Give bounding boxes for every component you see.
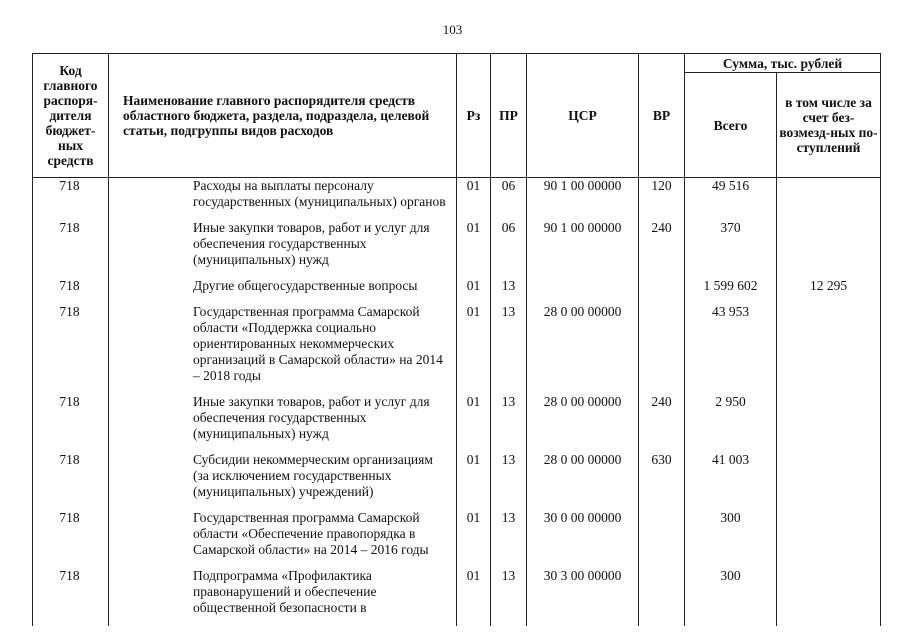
cell-vr — [639, 278, 685, 304]
table-row — [33, 394, 881, 452]
cell-name: Подпрограмма «Профилактика правонарушений и обеспечение общественной безопасности в — [109, 568, 457, 626]
budget-table — [32, 53, 881, 626]
header-vr: ВР — [639, 54, 685, 178]
cell-total: 2 950 — [685, 394, 777, 452]
table-body — [33, 178, 881, 627]
cell-name: Субсидии некоммерческим организациям (за исключением государственных (муниципальных) учреждений) — [109, 452, 457, 510]
cell-rz: 01 — [457, 220, 491, 278]
cell-pr: 13 — [491, 452, 527, 510]
cell-rz: 01 — [457, 568, 491, 626]
cell-code: 718 — [33, 510, 109, 568]
table-row — [33, 510, 881, 568]
cell-name: Иные закупки товаров, работ и услуг для обеспечения государственных (муниципальных) нужд — [109, 394, 457, 452]
cell-pr: 13 — [491, 394, 527, 452]
header-total: Всего — [685, 73, 777, 178]
table-row — [33, 178, 881, 221]
cell-rz: 01 — [457, 278, 491, 304]
cell-name: Другие общегосударственные вопросы — [109, 278, 457, 304]
cell-pr: 06 — [491, 178, 527, 221]
header-pr: ПР — [491, 54, 527, 178]
cell-csr: 30 0 00 00000 — [527, 510, 639, 568]
cell-rz: 01 — [457, 510, 491, 568]
cell-name: Расходы на выплаты персоналу государственных (муниципальных) органов — [109, 178, 457, 221]
cell-name: Государственная программа Самарской области «Обеспечение правопорядка в Самарской области» на 2014 – 2016 годы — [109, 510, 457, 568]
cell-rz: 01 — [457, 452, 491, 510]
cell-incl: 12 295 — [777, 278, 881, 304]
header-code: Код главного распоря-дителя бюджет-ных средств — [33, 54, 109, 178]
cell-rz: 01 — [457, 394, 491, 452]
page-number: 103 — [442, 22, 463, 37]
table-row — [33, 304, 881, 394]
cell-incl — [777, 452, 881, 510]
table-row — [33, 452, 881, 510]
cell-vr — [639, 304, 685, 394]
cell-incl — [777, 220, 881, 278]
cell-pr: 13 — [491, 278, 527, 304]
cell-csr: 28 0 00 00000 — [527, 304, 639, 394]
cell-incl — [777, 568, 881, 626]
table-row — [33, 568, 881, 626]
cell-code: 718 — [33, 178, 109, 221]
cell-name: Иные закупки товаров, работ и услуг для обеспечения государственных (муниципальных) нужд — [109, 220, 457, 278]
cell-incl — [777, 304, 881, 394]
cell-code: 718 — [33, 304, 109, 394]
cell-csr: 28 0 00 00000 — [527, 452, 639, 510]
cell-csr: 28 0 00 00000 — [527, 394, 639, 452]
cell-incl — [777, 510, 881, 568]
header-incl: в том числе за счет без-возмезд-ных по-ступлений — [777, 73, 881, 178]
cell-total: 300 — [685, 510, 777, 568]
header-csr: ЦСР — [527, 54, 639, 178]
cell-vr: 240 — [639, 220, 685, 278]
cell-code: 718 — [33, 452, 109, 510]
cell-rz: 01 — [457, 304, 491, 394]
cell-csr: 90 1 00 00000 — [527, 220, 639, 278]
cell-code: 718 — [33, 394, 109, 452]
cell-name: Государственная программа Самарской области «Поддержка социально ориентированных некоммерческих организаций в Самарской области» на 2014 – 2018 годы — [109, 304, 457, 394]
header-sum: Сумма, тыс. рублей — [685, 54, 881, 73]
cell-code: 718 — [33, 220, 109, 278]
cell-pr: 13 — [491, 568, 527, 626]
cell-vr: 630 — [639, 452, 685, 510]
table-row — [33, 278, 881, 304]
cell-incl — [777, 394, 881, 452]
cell-csr: 90 1 00 00000 — [527, 178, 639, 221]
cell-total: 370 — [685, 220, 777, 278]
cell-total: 1 599 602 — [685, 278, 777, 304]
cell-vr — [639, 510, 685, 568]
cell-incl — [777, 178, 881, 221]
cell-csr: 30 3 00 00000 — [527, 568, 639, 626]
header-rz: Рз — [457, 54, 491, 178]
cell-csr — [527, 278, 639, 304]
cell-total: 43 953 — [685, 304, 777, 394]
cell-total: 49 516 — [685, 178, 777, 221]
cell-total: 300 — [685, 568, 777, 626]
header-name: Наименование главного распорядителя средств областного бюджета, раздела, подраздела, целевой статьи, подгруппы видов расходов — [109, 54, 457, 178]
cell-vr: 120 — [639, 178, 685, 221]
cell-rz: 01 — [457, 178, 491, 221]
cell-code: 718 — [33, 278, 109, 304]
cell-pr: 06 — [491, 220, 527, 278]
cell-pr: 13 — [491, 510, 527, 568]
cell-vr — [639, 568, 685, 626]
cell-total: 41 003 — [685, 452, 777, 510]
cell-vr: 240 — [639, 394, 685, 452]
table-row — [33, 220, 881, 278]
cell-pr: 13 — [491, 304, 527, 394]
cell-code: 718 — [33, 568, 109, 626]
